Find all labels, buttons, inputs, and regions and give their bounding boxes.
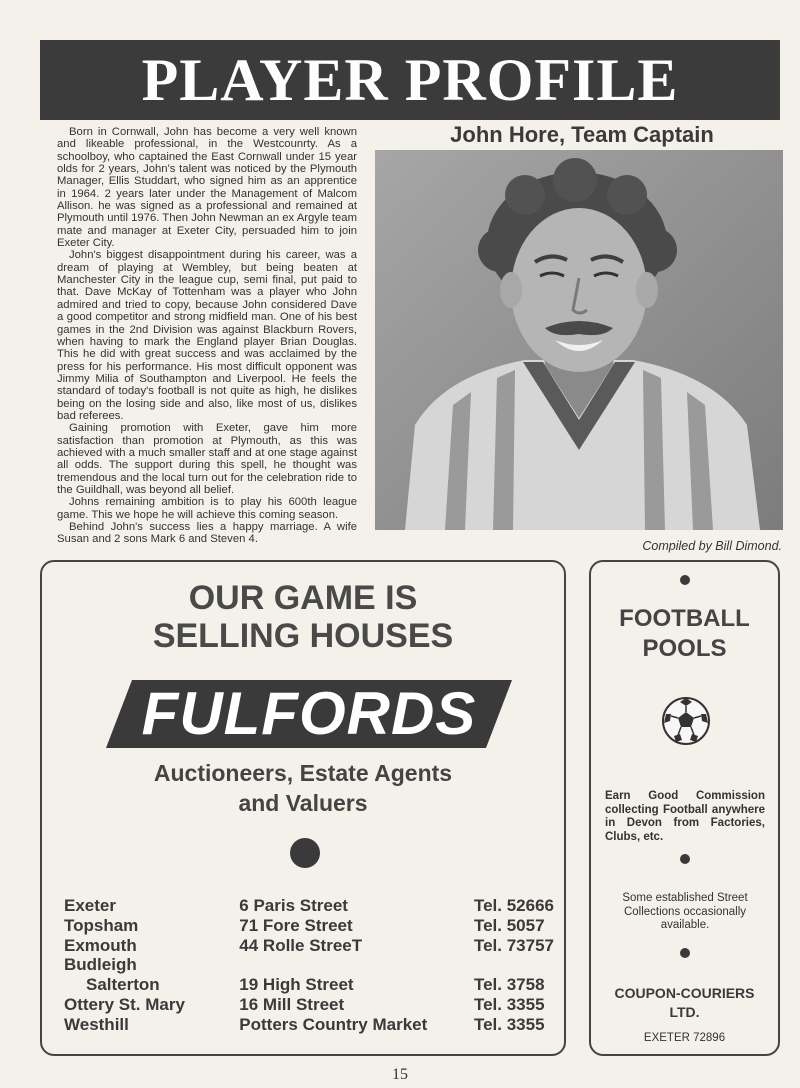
branch-tel: Tel. 5057 — [473, 915, 545, 935]
services-line-1: Auctioneers, Estate Agents — [153, 760, 453, 786]
ad-headline-line-2: SELLING HOUSES — [152, 617, 454, 655]
branch-row — [64, 955, 554, 975]
branch-town: Exmouth — [64, 935, 137, 955]
fulfords-logo — [106, 680, 512, 748]
branch-town: Ottery St. Mary — [64, 994, 185, 1014]
bullet-dot — [680, 575, 690, 585]
branch-address: 44 Rolle StreeT — [239, 935, 363, 955]
branch-town: Budleigh — [64, 955, 137, 975]
pools-title — [591, 604, 778, 664]
bullet-dot — [680, 948, 690, 958]
branch-address: 16 Mill Street — [239, 994, 345, 1014]
branch-tel: Tel. 73757 — [473, 935, 554, 955]
branch-address: 71 Fore Street — [239, 915, 353, 935]
branch-town: Salterton — [86, 975, 160, 995]
branch-town: Exeter — [64, 896, 116, 915]
profile-article — [57, 126, 357, 546]
branch-row — [64, 975, 554, 995]
company-line-1: COUPON-COURIERS — [614, 985, 755, 1001]
branch-row — [64, 916, 554, 936]
logo-text: FULFORDS — [141, 680, 477, 747]
ad-services — [42, 758, 564, 818]
branch-address: 19 High Street — [239, 975, 354, 995]
branch-address — [239, 955, 474, 975]
branch-address: Potters Country Market — [239, 1014, 428, 1034]
article-paragraph: John's biggest disappointment during his career, was a dream of playing at Wembley, but being beaten at Manchester City in the league cup, semi final, put paid to that. Dave McKay of Tottenham was a player who John admired and tried to copy, because John considered Dave a good competitor and strong midfield man. One of his best games in the 2nd Division was against Blackburn Rovers, when having to mark the England player Brian Douglas. This he did with great success and was acclaimed by the press for his performance. His most difficult opponent was Jimmy Milia of Southampton and Liverpool. He feels the standard of today's football is not quite as high, he dislikes being on the losing side and also, like most of us, dislikes bad referees. — [57, 249, 357, 422]
branch-address: 6 Paris Street — [239, 896, 348, 915]
article-paragraph: Gaining promotion with Exeter, gave him more satisfaction than promotion at Plymouth, as this was achieved with a much smaller staff and at one stage against all odds. The support during this spell, he thought was tremendous and the local turn out for the celebration ride to the Guildhall, was beyond all belief. — [57, 422, 357, 496]
branch-town: Westhill — [64, 1014, 129, 1034]
branch-tel: Tel. 3355 — [473, 994, 545, 1014]
branch-tel: Tel. 3758 — [473, 975, 545, 995]
profile-subtitle: John Hore, Team Captain — [450, 122, 714, 147]
branch-tel — [474, 955, 554, 975]
services-line-2: and Valuers — [238, 790, 368, 816]
branch-town: Topsham — [64, 915, 139, 935]
credit-line: Compiled by Bill Dimond. — [642, 539, 782, 553]
branch-tel: Tel. 3355 — [473, 1014, 545, 1034]
branch-tel: Tel. 52666 — [473, 896, 554, 915]
branch-row — [64, 936, 554, 956]
page-number: 15 — [392, 1066, 408, 1083]
pools-title-line-2: POOLS — [642, 635, 727, 662]
pools-collections-text: Some established Street Collections occasionally available. — [622, 892, 748, 931]
player-photo — [375, 150, 783, 530]
bullet-dot — [290, 838, 320, 868]
pools-company — [591, 984, 778, 1022]
football-icon — [661, 696, 711, 746]
player-portrait-illustration — [375, 150, 783, 530]
company-line-2: LTD. — [669, 1004, 700, 1020]
article-paragraph: Born in Cornwall, John has become a very well known and likeable professional, in the Westcounrty. As a schoolboy, who captained the East Cornwall under 15 year olds for 2 years, John's talent was noticed by the Plymouth Manager, Ellis Studdart, who signed him as an apprentice in 1964. 2 years later under the Management of Malcom Allison. he was signed as a professional and remained at Plymouth until 1976. Then John Newman an ex Argyle team mate and manager at Exeter City, persuaded him to join Exeter City. — [57, 126, 357, 250]
bullet-dot — [680, 854, 690, 864]
article-paragraph: Johns remaining ambition is to play his 600th league game. This we hope he will achieve this coming season. — [57, 496, 357, 521]
football-pools-advert — [589, 560, 780, 1056]
ad-headline-line-1: OUR GAME IS — [188, 579, 418, 617]
branch-row — [64, 896, 554, 916]
pools-title-line-1: FOOTBALL — [619, 605, 750, 632]
article-paragraph: Behind John's success lies a happy marriage. A wife Susan and 2 sons Mark 6 and Steven 4. — [57, 521, 357, 546]
pools-commission-text: Earn Good Commission collecting Football anywhere in Devon from Factories, Clubs, etc. — [605, 790, 765, 843]
page-title: PLAYER PROFILE — [40, 40, 780, 120]
branch-row — [64, 995, 554, 1015]
branch-list — [64, 896, 554, 1035]
pools-telephone: EXETER 72896 — [643, 1032, 726, 1044]
branch-row — [64, 1015, 554, 1035]
fulfords-advert — [40, 560, 566, 1056]
